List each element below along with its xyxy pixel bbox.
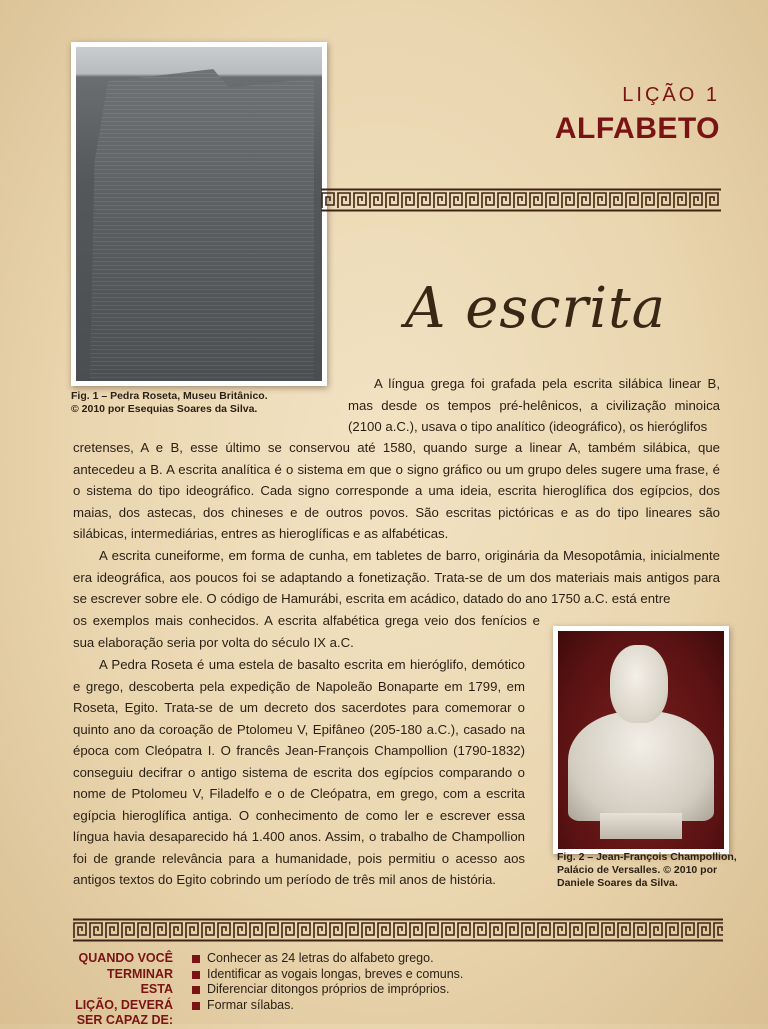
bust-base [600, 813, 682, 839]
goals-label-line3: LIÇÃO, DEVERÁ [75, 997, 173, 1012]
paragraph-2-rest-text: os exemplos mais conhecidos. A escrita alfabética grega veio dos fenícios e sua elaboração seria por volta do século IX a.C. [73, 613, 540, 650]
greek-key-pattern [73, 918, 723, 942]
bust-head [610, 645, 668, 723]
champollion-bust-image [558, 631, 724, 849]
goals-label-line1: QUANDO VOCÊ [78, 951, 173, 965]
champollion-bust-photo [553, 626, 729, 854]
greek-key-border-top [321, 188, 721, 212]
fig2-caption [557, 851, 757, 890]
lesson-label: LIÇÃO 1 [622, 84, 720, 106]
goal-item [192, 951, 492, 967]
bust-shoulders [568, 711, 714, 821]
paragraph-3 [73, 654, 525, 891]
goal-item [192, 998, 492, 1014]
goal-text: Conhecer as 24 letras do alfabeto grego. [207, 951, 434, 965]
paragraph-1-continued [73, 437, 720, 545]
square-bullet-icon [192, 1002, 200, 1010]
goal-text: Diferenciar ditongos próprios de impróprios. [207, 982, 450, 996]
paragraph-2 [73, 545, 720, 610]
square-bullet-icon [192, 955, 200, 963]
fig2-caption-line3: Daniele Soares da Silva. [557, 877, 678, 889]
paragraph-2-text: A escrita cuneiforme, em forma de cunha, em tabletes de barro, originária da Mesopotâmia, inicialmente era ideográfica, aos poucos foi se adaptando a fonetização. Trata-se de um dos materiais mais antigos para se escrever sobre ele. O código de Hamurábi, escrita em acádico, datado do ano 1750 a.C. está entre [73, 548, 720, 606]
goals-list [192, 951, 492, 1013]
greek-key-pattern [321, 188, 721, 212]
rosetta-stone-image [76, 47, 322, 381]
goals-label-line2: TERMINAR ESTA [107, 966, 173, 996]
stone-slab [90, 69, 314, 381]
goal-text: Identificar as vogais longas, breves e comuns. [207, 966, 464, 981]
paragraph-3-text: A Pedra Roseta é uma estela de basalto escrita em hieróglifo, demótico e grego, descoberta pela expedição de Napoleão Bonaparte em 1799, em Roseta, Egito. Trata-se de um decreto dos sacerdotes para comemorar o quinto ano da coroação de Ptolomeu V, Epifâneo (205-180 a.C.), casado na época com Cleópatra I. O francês Jean-François Champollion (1790-1832) conseguiu decifrar o antigo sistema de escrita dos egípcios comparando o nome de Ptolomeu V, Filadelfo e o de Cleópatra, em grego, com a escrita egípcia hieroglífica antiga. O conhecimento de como ler e escrever essa língua havia desaparecido há 1.400 anos. Assim, o trabalho de Champollion foi de grande relevância para a humanidade, pois permitiu o acesso aos antigos textos do Egito cobrindo um período de três mil anos de história. [73, 657, 525, 887]
fig2-caption-line1: Fig. 2 – Jean-François Champollion, [557, 851, 737, 863]
greek-key-border-bottom [73, 918, 723, 942]
goal-item [192, 982, 492, 998]
square-bullet-icon [192, 971, 200, 979]
fig1-caption-line2: © 2010 por Esequias Soares da Silva. [71, 403, 258, 415]
paragraph-1-rest-text: cretenses, A e B, esse último se conservou até 1580, quando surge a linear A, também silábica, que antecedeu a B. A escrita analítica é o sistema em que o signo gráfico ou um grupo deles sugere uma frase, é o sistema do tipo ideográfico. Cada signo corresponde a uma ideia, escrita hieroglífica dos egípcios, dos maias, dos astecas, dos chineses e de outros povos. São escritas pictóricas e as do tipo lineares são silábicas, intermediárias, entres as hieroglíficas e as alfabéticas. [73, 440, 720, 541]
goal-item [192, 967, 492, 983]
rosetta-stone-photo [71, 42, 327, 386]
goal-text: Formar sílabas. [207, 997, 294, 1012]
goals-label [73, 951, 173, 1029]
section-heading: A escrita [405, 276, 667, 341]
square-bullet-icon [192, 986, 200, 994]
paragraph-1-start [348, 373, 720, 438]
paragraph-2-continued [73, 610, 540, 653]
lesson-title: ALFABETO [554, 112, 720, 145]
paragraph-1-start-text: A língua grega foi grafada pela escrita silábica linear B, mas desde os tempos pré-helênicos, a civilização minoica (2100 a.C.), usava o tipo analítico (ideográfico), os hieróglifos [348, 376, 720, 434]
fig1-caption-line1: Fig. 1 – Pedra Roseta, Museu Britânico. [71, 390, 268, 402]
fig1-caption [71, 390, 321, 416]
fig2-caption-line2: Palácio de Versalles. © 2010 por [557, 864, 718, 876]
goals-label-line4: SER CAPAZ DE: [76, 1013, 173, 1027]
